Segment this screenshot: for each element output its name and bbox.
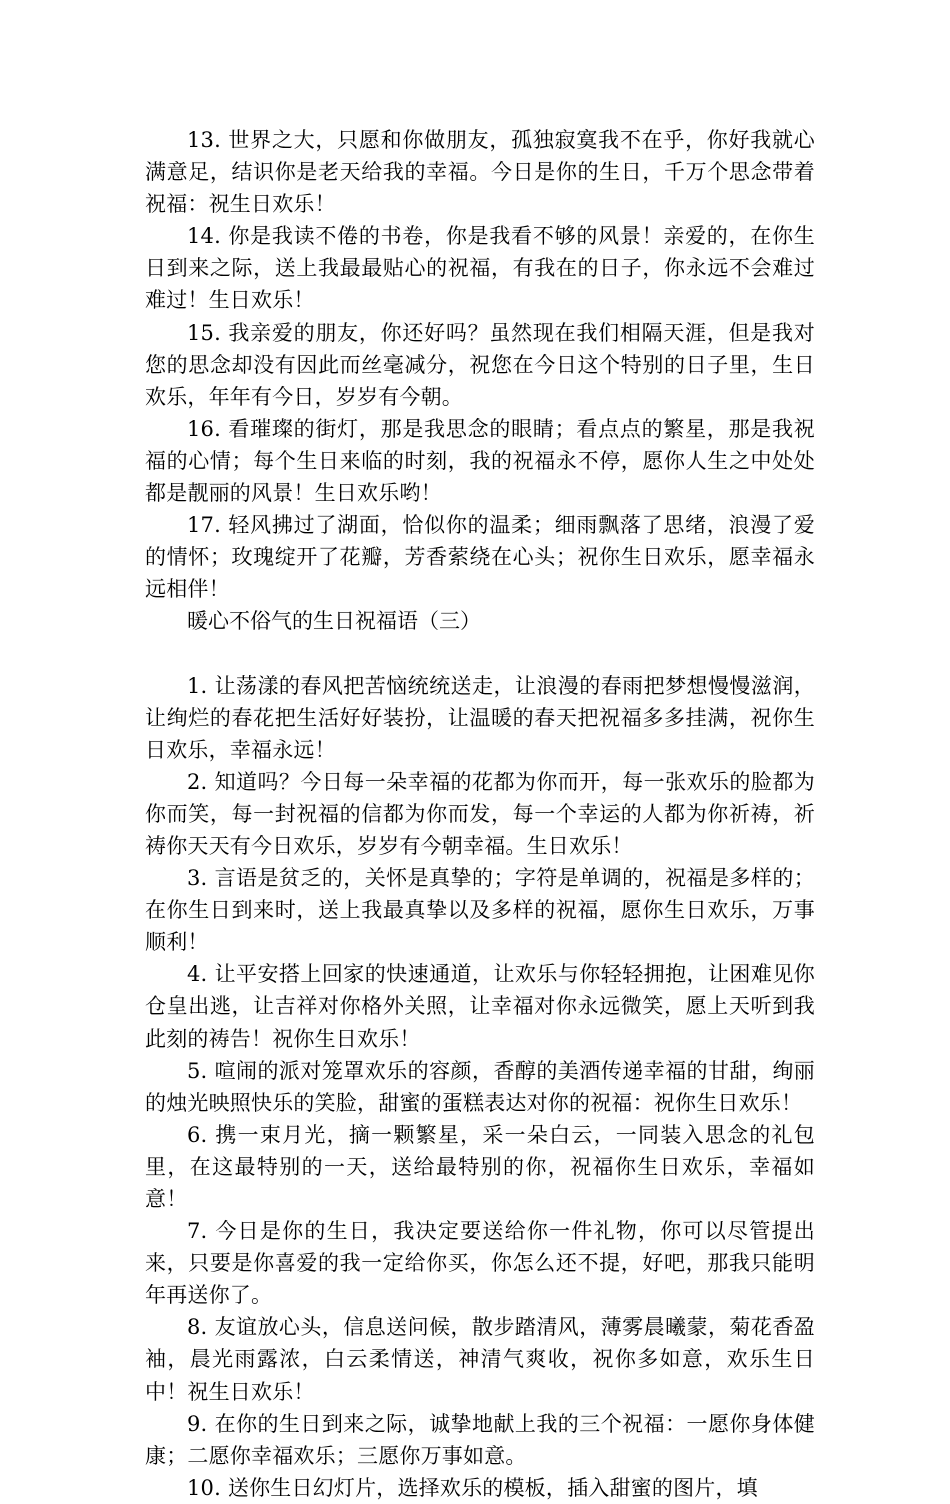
document-body: [145, 124, 815, 1504]
section-paragraph-6: 6. 携一束月光，摘一颗繁星，采一朵白云，一同装入思念的礼包里，在这最特别的一天，送给最特别的你，祝福你生日欢乐，幸福如意！: [145, 1122, 815, 1211]
section-heading: 暖心不俗气的生日祝福语（三）: [187, 609, 481, 634]
paragraph-15: 15. 我亲爱的朋友，你还好吗？虽然现在我们相隔天涯，但是我对您的思念却没有因此而丝毫减分，祝您在今日这个特别的日子里，生日欢乐，年年有今日，岁岁有今朝。: [145, 320, 815, 409]
section-paragraph-3: 3. 言语是贫乏的，关怀是真挚的；字符是单调的，祝福是多样的；在你生日到来时，送上我最真挚以及多样的祝福，愿你生日欢乐，万事顺利！: [145, 866, 815, 955]
section-paragraph-10: 10. 送你生日幻灯片，选择欢乐的模板，插入甜蜜的图片，填: [187, 1475, 758, 1500]
paragraph-17: 17. 轻风拂过了湖面，恰似你的温柔；细雨飘落了思绪，浪漫了爱的情怀；玫瑰绽开了花瓣，芳香萦绕在心头；祝你生日欢乐，愿幸福永远相伴！: [145, 513, 815, 602]
paragraph-13: 13. 世界之大，只愿和你做朋友，孤独寂寞我不在乎，你好我就心满意足，结识你是老天给我的幸福。今日是你的生日，千万个思念带着祝福：祝生日欢乐！: [145, 128, 815, 217]
section-paragraph-2: 2. 知道吗？今日每一朵幸福的花都为你而开，每一张欢乐的脸都为你而笑，每一封祝福的信都为你而发，每一个幸运的人都为你祈祷，祈祷你天天有今日欢乐，岁岁有今朝幸福。生日欢乐！: [145, 769, 815, 858]
paragraph-16: 16. 看璀璨的街灯，那是我思念的眼睛；看点点的繁星，那是我祝福的心情；每个生日来临的时刻，我的祝福永不停，愿你人生之中处处都是靓丽的风景！生日欢乐哟！: [145, 416, 815, 506]
blank-line: [145, 638, 815, 670]
section-paragraph-7: 7. 今日是你的生日，我决定要送给你一件礼物，你可以尽管提出来，只要是你喜爱的我一定给你买，你怎么还不提，好吧，那我只能明年再送你了。: [145, 1219, 815, 1308]
section-paragraph-8: 8. 友谊放心头，信息送问候，散步踏清风，薄雾晨曦蒙，菊花香盈袖，晨光雨露浓，白云柔情送，神清气爽收，祝你多如意，欢乐生日中！祝生日欢乐！: [145, 1315, 815, 1404]
section-paragraph-5: 5. 喧闹的派对笼罩欢乐的容颜，香醇的美酒传递幸福的甘甜，绚丽的烛光映照快乐的笑脸，甜蜜的蛋糕表达对你的祝福：祝你生日欢乐！: [145, 1058, 815, 1115]
section-paragraph-4: 4. 让平安搭上回家的快速通道，让欢乐与你轻轻拥抱，让困难见你仓皇出逃，让吉祥对你格外关照，让幸福对你永远微笑，愿上天听到我此刻的祷告！祝你生日欢乐！: [145, 962, 815, 1051]
section-paragraph-1: 1. 让荡漾的春风把苦恼统统送走，让浪漫的春雨把梦想慢慢滋润，让绚烂的春花把生活好好装扮，让温暖的春天把祝福多多挂满，祝你生日欢乐，幸福永远！: [145, 673, 815, 762]
section-paragraph-9: 9. 在你的生日到来之际，诚挚地献上我的三个祝福：一愿你身体健康；二愿你幸福欢乐；三愿你万事如意。: [145, 1411, 815, 1468]
paragraph-14: 14. 你是我读不倦的书卷，你是我看不够的风景！亲爱的，在你生日到来之际，送上我最最贴心的祝福，有我在的日子，你永远不会难过难过！生日欢乐！: [145, 224, 815, 313]
